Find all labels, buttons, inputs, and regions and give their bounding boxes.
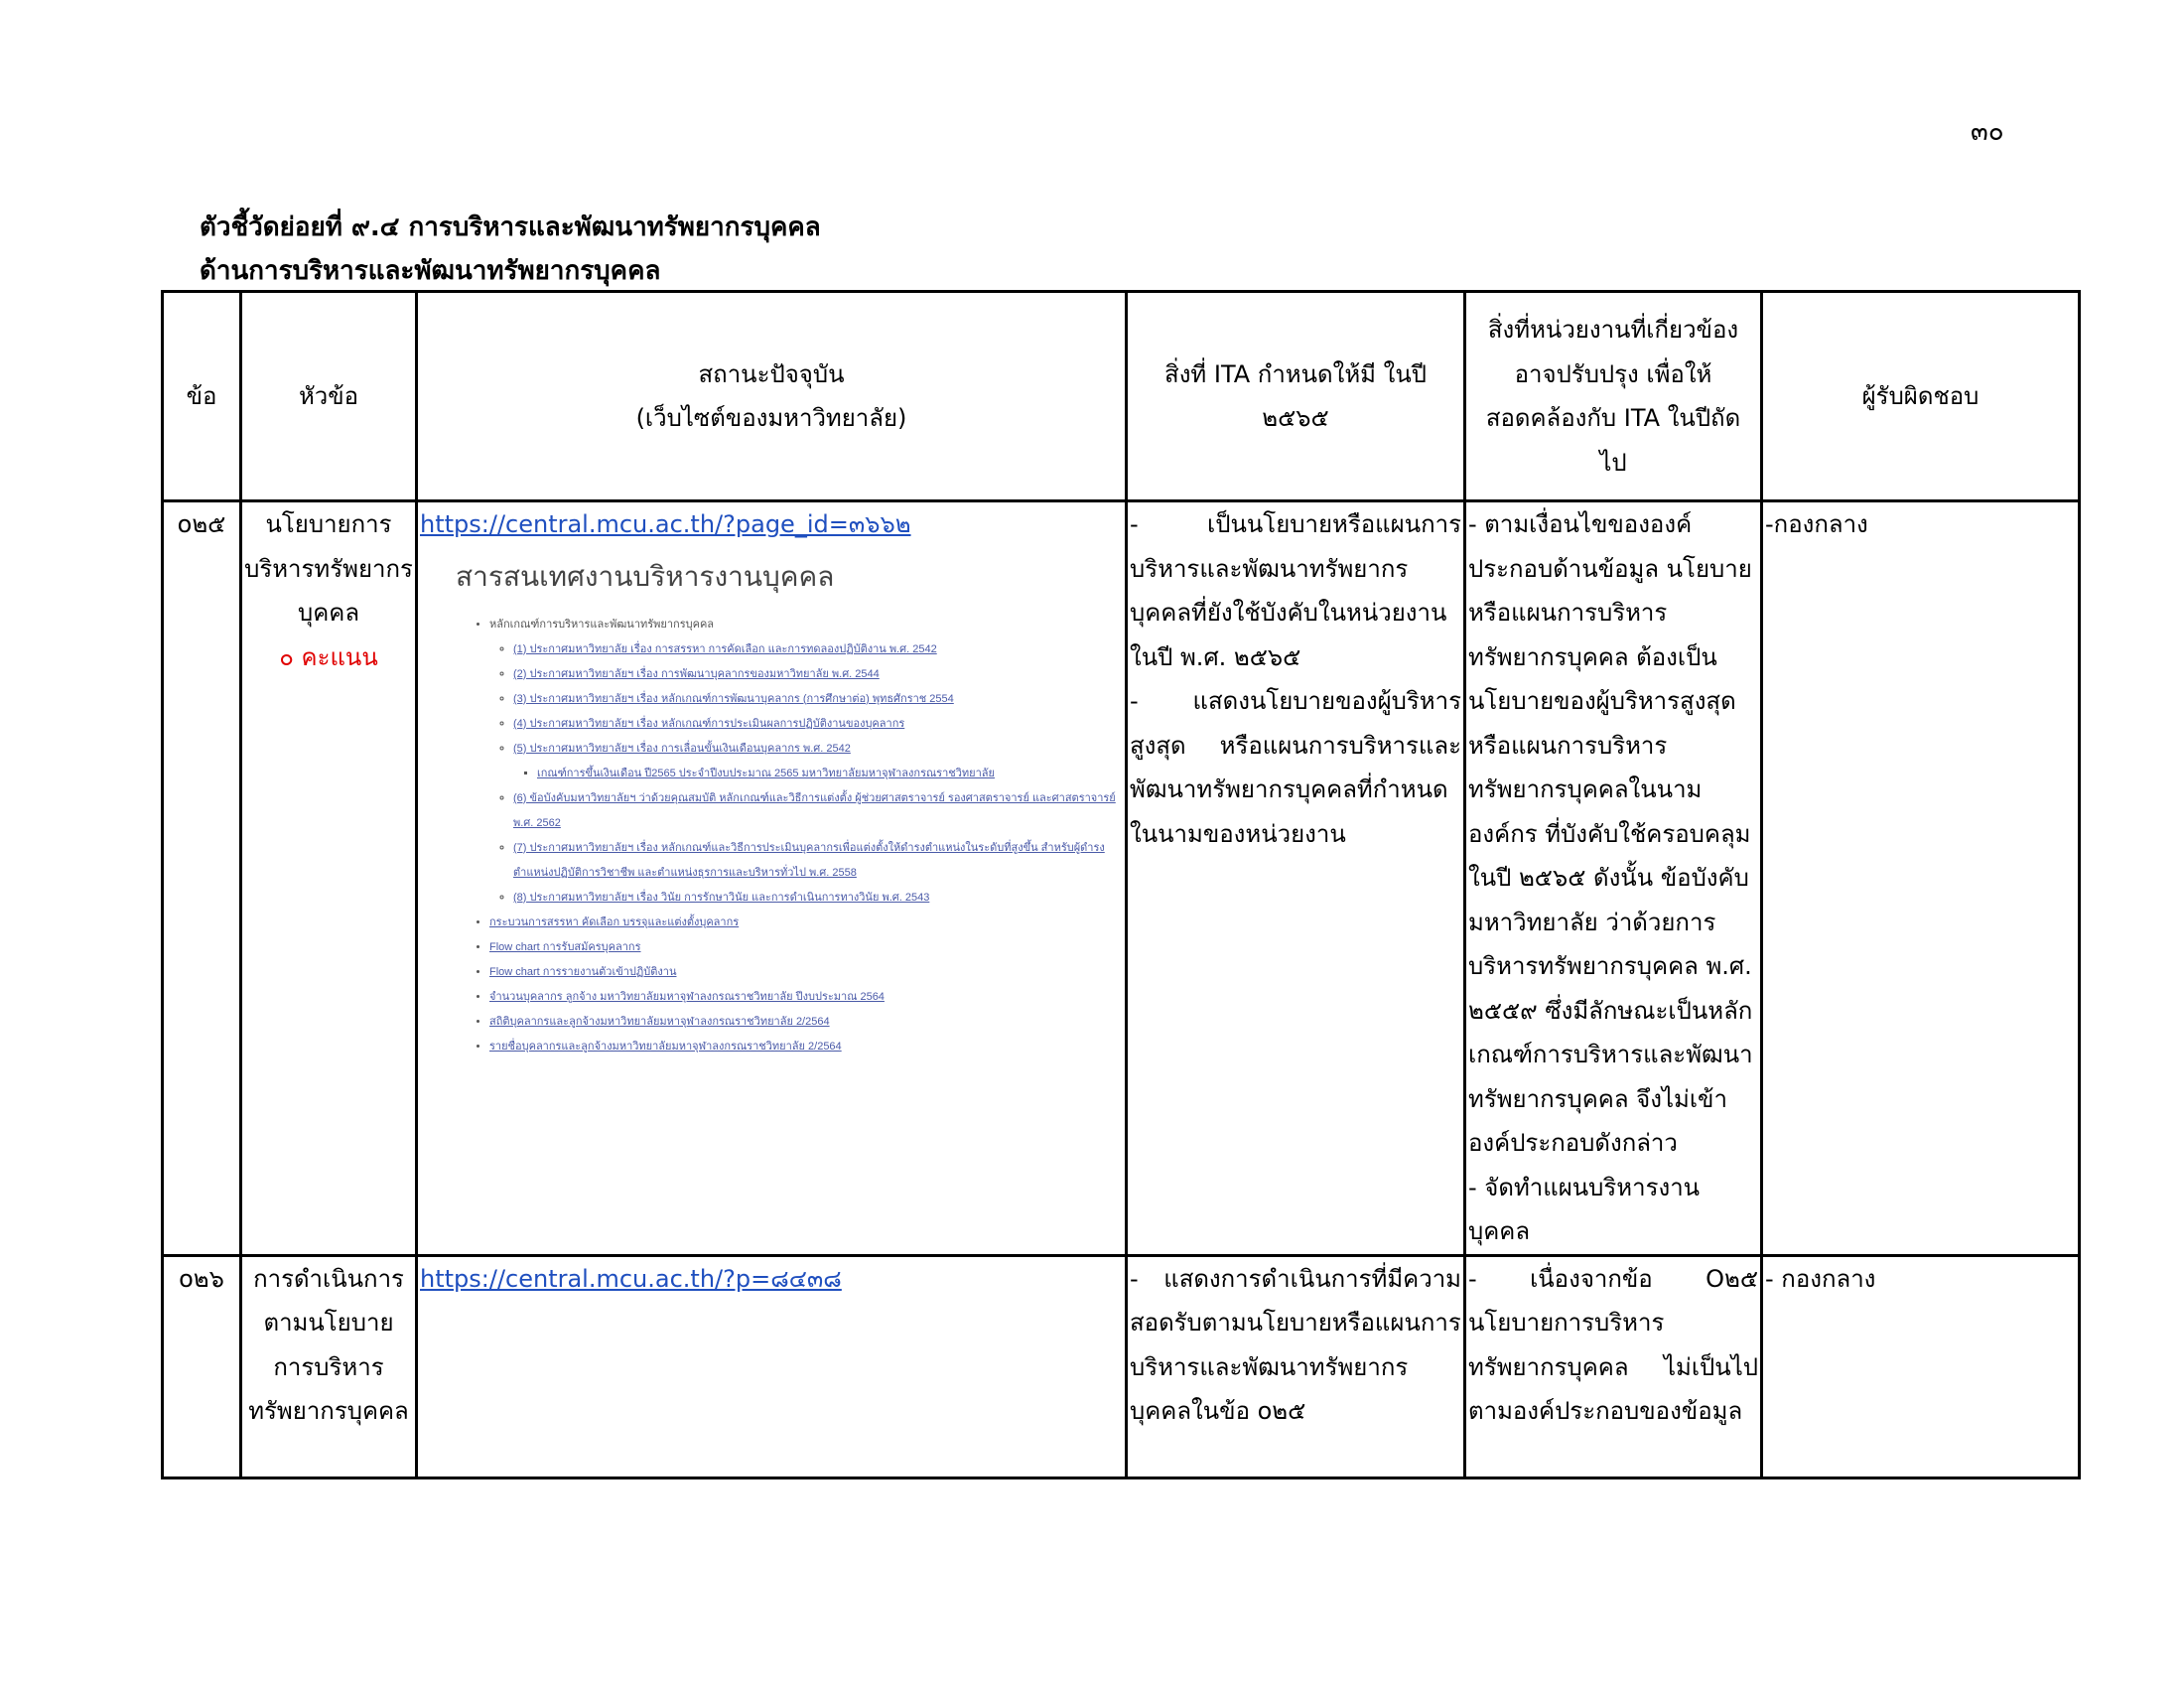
screenshot-link[interactable]: Flow chart การรายงานตัวเข้าปฏิบัติงาน: [489, 965, 677, 978]
screenshot-group: • หลักเกณฑ์การบริหารและพัฒนาทรัพยากรบุคคล ◦ (1) ประกาศมหาวิทยาลัย เรื่อง การสรรหา การคัดเลือก และการทดลองปฏิบัติงาน พ.ศ. 2542 ◦ (2) ประกาศมหาวิทยาลัยฯ เรื่อง การพัฒนาบุคลากรของมหาวิทยาลัย พ.ศ. 2544 ◦ (3) ประกาศมหาวิทยาลัยฯ เรื่อง หลักเกณฑ์การพัฒนาบุคลากร (การศึกษาต่อ) พุทธศักราช 2554 ◦ (4) ประกาศมหาวิทยาลัยฯ เรื่อง หลักเกณฑ์การประเมินผลการปฏิบัติงานของบุคลากร ◦ (5) ประกาศมหาวิทยาลัยฯ เรื่อง การเลื่อนขั้นเงินเดือนบุคลากร พ.ศ. 2542 ▪ เกณฑ์การขึ้นเงินเดือน ปี2565 ประจำปีงบประมาณ 2565 มหาวิทยาลัยมหาจุฬาลงกรณราชวิทยาลัย ◦ (6) ข้อบังคับมหาวิทยาลัยฯ ว่าด้วยคุณสมบัติ หลักเกณฑ์และวิธีการแต่งตั้ง ผู้ช่วยศาสตราจารย์ รองศาสตราจารย์ และศาสตราจารย์ พ.ศ. 2562 ◦ (7) ประกาศมหาวิทยาลัยฯ เรื่อง หลักเกณฑ์และวิธีการประเมินบุคลากรเพื่อแต่งตั้งให้ดำรงตำแหน่งในระดับที่สูงขึ้น สำหรับผู้ดำรงตำแหน่งปฏิบัติการวิชาชีพ และตำแหน่งธุรการและบริหารทั่วไป พ.ศ. 2558 ◦ (8) ประกาศมหาวิทยาลัยฯ เรื่อง วินัย การรักษาวินัย และการดำเนินการทางวินัย พ.ศ. 2543: [489, 613, 1123, 911]
table-row: [163, 501, 2080, 1256]
screenshot-link[interactable]: (6) ข้อบังคับมหาวิทยาลัยฯ ว่าด้วยคุณสมบัติ หลักเกณฑ์และวิธีการแต่งตั้ง ผู้ช่วยศาสตราจารย์ รองศาสตราจารย์ และศาสตราจารย์ พ.ศ. 2562: [513, 791, 1116, 829]
header-no: ข้อ: [163, 292, 241, 501]
row-improve: - เนื่องจากข้อ O๒๕ นโยบายการบริหารทรัพยากรบุคคล ไม่เป็นไปตามองค์ประกอบของข้อมูล: [1465, 1255, 1762, 1477]
screenshot-link[interactable]: สถิติบุคลากรและลูกจ้างมหาวิทยาลัยมหาจุฬาลงกรณราชวิทยาลัย 2/2564: [489, 1015, 830, 1028]
row-no: o๒๕: [163, 501, 241, 1256]
section-title: ตัวชี้วัดย่อยที่ ๙.๔ การบริหารและพัฒนาทรัพยากรบุคคล: [200, 212, 821, 242]
header-ita: สิ่งที่ ITA กำหนดให้มี ในปี ๒๕๖๕: [1127, 292, 1465, 501]
itа-table: [161, 290, 2081, 1479]
screenshot-link[interactable]: เกณฑ์การขึ้นเงินเดือน ปี2565 ประจำปีงบประมาณ 2565 มหาวิทยาลัยมหาจุฬาลงกรณราชวิทยาลัย: [537, 767, 995, 779]
row-owner: - กองกลาง: [1762, 1255, 2080, 1477]
screenshot-heading: สารสนเทศงานบริหารงานบุคคล: [456, 560, 835, 592]
screenshot-link[interactable]: จำนวนบุคลากร ลูกจ้าง มหาวิทยาลัยมหาจุฬาลงกรณราชวิทยาลัย ปีงบประมาณ 2564: [489, 990, 885, 1003]
header-row: [163, 292, 2080, 501]
screenshot-link[interactable]: (4) ประกาศมหาวิทยาลัยฯ เรื่อง หลักเกณฑ์การประเมินผลการปฏิบัติงานของบุคลากร: [513, 717, 905, 730]
header-status: [417, 292, 1127, 501]
screenshot-link[interactable]: Flow chart การรับสมัครบุคลากร: [489, 940, 641, 953]
topic-text: นโยบายการบริหารทรัพยากรบุคคล: [244, 510, 413, 627]
screenshot-link[interactable]: (5) ประกาศมหาวิทยาลัยฯ เรื่อง การเลื่อนขั้นเงินเดือนบุคลากร พ.ศ. 2542: [513, 742, 851, 755]
screenshot-link[interactable]: (1) ประกาศมหาวิทยาลัย เรื่อง การสรรหา การคัดเลือก และการทดลองปฏิบัติงาน พ.ศ. 2542: [513, 642, 937, 655]
row-owner: -กองกลาง: [1762, 501, 2080, 1256]
screenshot-link[interactable]: (8) ประกาศมหาวิทยาลัยฯ เรื่อง วินัย การรักษาวินัย และการดำเนินการทางวินัย พ.ศ. 2543: [513, 891, 930, 904]
screenshot-link[interactable]: (7) ประกาศมหาวิทยาลัยฯ เรื่อง หลักเกณฑ์และวิธีการประเมินบุคลากรเพื่อแต่งตั้งให้ดำรงตำแหน่งในระดับที่สูงขึ้น สำหรับผู้ดำรงตำแหน่งปฏิบัติการวิชาชีพ และตำแหน่งธุรการและบริหารทั่วไป พ.ศ. 2558: [513, 841, 1105, 879]
row-topic: การดำเนินการตามนโยบายการบริหารทรัพยากรบุคคล: [241, 1255, 417, 1477]
row-improve: - ตามเงื่อนไขขององค์ประกอบด้านข้อมูล นโยบายหรือแผนการบริหารทรัพยากรบุคคล ต้องเป็นนโยบายของผู้บริหารสูงสุดหรือแผนการบริหารทรัพยากรบุคคลในนามองค์กร ที่บังคับใช้ครอบคลุมในปี ๒๕๖๕ ดังนั้น ข้อบังคับมหาวิทยาลัย ว่าด้วยการบริหารทรัพยากรบุคคล พ.ศ. ๒๕๕๙ ซึ่งมีลักษณะเป็นหลักเกณฑ์การบริหารและพัฒนาทรัพยากรบุคคล จึงไม่เข้าองค์ประกอบดังกล่าว - จัดทำแผนบริหารงานบุคคล: [1465, 501, 1762, 1256]
header-improve: สิ่งที่หน่วยงานที่เกี่ยวข้องอาจปรับปรุง เพื่อให้สอดคล้องกับ ITA ในปีถัดไป: [1465, 292, 1762, 501]
status-link[interactable]: https://central.mcu.ac.th/?p=๘๔๓๘: [420, 1264, 842, 1293]
row-topic: [241, 501, 417, 1256]
screenshot-link[interactable]: (2) ประกาศมหาวิทยาลัยฯ เรื่อง การพัฒนาบุคลากรของมหาวิทยาลัย พ.ศ. 2544: [513, 667, 880, 680]
row-no: o๒๖: [163, 1255, 241, 1477]
row-status: [417, 501, 1127, 1256]
header-status-line2: (เว็บไซต์ของมหาวิทยาลัย): [635, 404, 907, 432]
row-status: [417, 1255, 1127, 1477]
status-link[interactable]: https://central.mcu.ac.th/?page_id=๓๖๖๒: [420, 510, 911, 538]
section-subtitle: ด้านการบริหารและพัฒนาทรัพยากรบุคคล: [200, 256, 661, 286]
score-text: ๐ คะแนน: [279, 642, 378, 671]
header-topic: หัวข้อ: [241, 292, 417, 501]
table-row: [163, 1255, 2080, 1477]
header-owner: ผู้รับผิดชอบ: [1762, 292, 2080, 501]
screenshot-link[interactable]: (3) ประกาศมหาวิทยาลัยฯ เรื่อง หลักเกณฑ์การพัฒนาบุคลากร (การศึกษาต่อ) พุทธศักราช 2554: [513, 692, 954, 705]
screenshot-link[interactable]: รายชื่อบุคลากรและลูกจ้างมหาวิทยาลัยมหาจุฬาลงกรณราชวิทยาลัย 2/2564: [489, 1040, 842, 1053]
row-ita: - แสดงการดำเนินการที่มีความสอดรับตามนโยบายหรือแผนการบริหารและพัฒนาทรัพยากรบุคคลในข้อ o๒๕: [1127, 1255, 1465, 1477]
header-status-line1: สถานะปัจจุบัน: [698, 359, 845, 388]
row-ita: - เป็นนโยบายหรือแผนการบริหารและพัฒนาทรัพยากรบุคคลที่ยังใช้บังคับในหน่วยงานในปี พ.ศ. ๒๕๖๕ - แสดงนโยบายของผู้บริหารสูงสุด หรือแผนการบริหารและพัฒนาทรัพยากรบุคคลที่กำหนดในนามของหน่วยงาน: [1127, 501, 1465, 1256]
screenshot-link[interactable]: กระบวนการสรรหา คัดเลือก บรรจุและแต่งตั้งบุคลากร: [489, 915, 740, 928]
website-screenshot: [450, 557, 1123, 1059]
page-number: ๓๐: [1971, 117, 2004, 147]
